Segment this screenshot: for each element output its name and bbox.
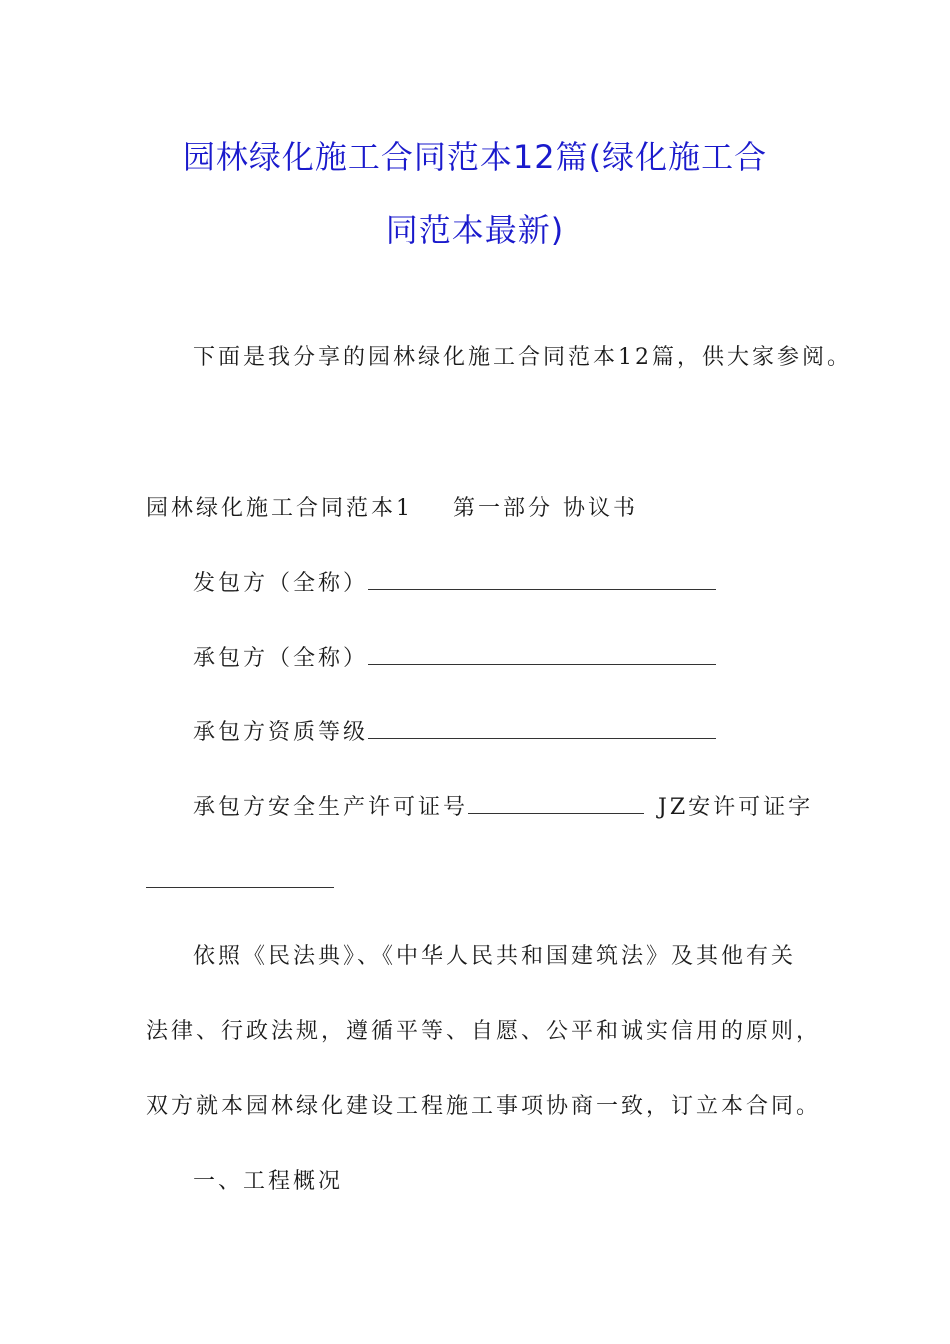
paragraph-line-2: 法律、行政法规，遵循平等、自愿、公平和诚实信用的原则， [146, 1019, 822, 1044]
safety-license-field [193, 793, 813, 823]
contractor-blank[interactable] [368, 644, 716, 665]
section-heading [146, 494, 638, 524]
license-number-blank[interactable] [146, 886, 334, 888]
employer-label: 发包方（全称） [193, 571, 369, 596]
safety-license-blank[interactable] [468, 793, 644, 814]
safety-license-label: 承包方安全生产许可证号 [193, 795, 469, 820]
license-suffix-label: JZ安许可证字 [658, 795, 814, 820]
title-line-1: 园林绿化施工合同范本12篇(绿化施工合 [182, 138, 768, 176]
paragraph-line-3: 双方就本园林绿化建设工程施工事项协商一致，订立本合同。 [146, 1094, 822, 1119]
paragraph-line-1: 依照《民法典》、《中华人民共和国建筑法》及其他有关 [193, 944, 797, 969]
employer-field [193, 569, 716, 599]
contract-sample-title: 园林绿化施工合同范本1 [146, 496, 413, 521]
intro-text: 下面是我分享的园林绿化施工合同范本12篇，供大家参阅。 [193, 345, 852, 370]
employer-blank[interactable] [368, 569, 716, 590]
contractor-label: 承包方（全称） [193, 646, 369, 671]
part-heading: 第一部分 协议书 [453, 496, 638, 521]
clause-heading: 一、工程概况 [193, 1169, 344, 1194]
qualification-blank[interactable] [368, 718, 716, 739]
qualification-label: 承包方资质等级 [193, 720, 369, 745]
title-line-2: 同范本最新) [385, 211, 565, 249]
qualification-field [193, 718, 716, 748]
contractor-field [193, 644, 716, 674]
